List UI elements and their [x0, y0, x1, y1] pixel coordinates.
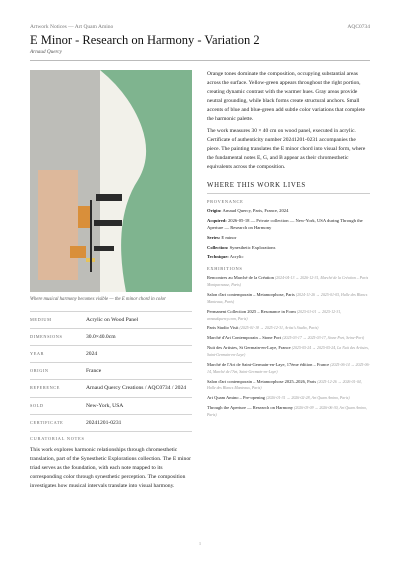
exhibition-name: Permanent Collection 2025 – Resonance in Form: [207, 308, 296, 314]
detail-value: France: [86, 368, 102, 375]
provenance-value: 2026-05-18 — Private collection — New-York, USA during Through the Aperture — Research on Harmony: [207, 217, 363, 230]
exhibition-item: [207, 362, 370, 376]
curatorial-heading: CURATORIAL NOTES: [30, 436, 85, 441]
exhibition-detail: (2026-01-31 → 2026-02-28, Art Quam Amino, Paris): [266, 396, 350, 401]
description-paragraph-1: Orange tones dominate the composition, occupying substantial areas across the surface. Yellow-green appears throughout the right portion, creating dynamic contrast with the warmer hues. Gray areas provide neutral grounding, while black forms create structural anchors. Small accents of blue and blue-green add subtle color variations that complete the harmonic palette.: [207, 71, 365, 122]
detail-value: Arnaud Quercy Creations / AQC0734 / 2024: [86, 385, 187, 392]
black-bar-low: [94, 246, 114, 251]
detail-label: YEAR: [30, 351, 45, 357]
provenance-value: E minor: [221, 234, 237, 240]
artwork-image: [30, 70, 192, 292]
detail-value: 2024: [86, 351, 98, 358]
detail-value: 20241201-0231: [86, 419, 122, 426]
header-source: Artwork Notices — Art Quam Amino: [30, 24, 114, 30]
provenance-collection: [207, 245, 370, 252]
header-bar: [30, 24, 370, 30]
detail-label: CERTIFICATE: [30, 419, 64, 425]
exhibitions-heading: EXHIBITIONS: [207, 266, 243, 272]
description-column: [207, 70, 370, 422]
description-paragraph-2: The work measures 30 × 40 cm on wood panel, executed in acrylic. Certificate of authenticity number 20241201-0231 accompanies the piece. The painting translates the E minor chord into visual form, where the fundamental notes E, G, and B appear as their chromesthetic equivalents across the composition.: [207, 128, 366, 171]
provenance-origin: [207, 208, 370, 215]
exhibition-item: [207, 335, 370, 342]
artwork-painting: [30, 70, 192, 292]
detail-row-certificate: [30, 414, 192, 432]
page-number: 1: [198, 541, 202, 546]
exhibition-name: Marché d'Art Contemporain – Stone Port: [207, 335, 282, 341]
detail-row-origin: [30, 362, 192, 379]
where-lives-heading: WHERE THIS WORK LIVES: [207, 182, 370, 194]
exhibition-item: [207, 325, 370, 332]
provenance-label: Collection:: [207, 244, 229, 250]
provenance-label: Acquired:: [207, 217, 227, 223]
exhibition-detail: (2025-01-18 → 2025-12-31, Artist's Studio, Paris): [239, 326, 319, 331]
exhibition-detail: (2026-03-09 → 2026-06-30, Art Quam Amino, Paris): [207, 406, 367, 418]
detail-label: MEDIUM: [30, 317, 52, 322]
exhibition-name: Art Quam Amino – Pre-opening: [207, 395, 265, 401]
exhibition-item: [207, 292, 370, 306]
detail-label: REFERENCE: [30, 385, 60, 391]
exhibition-detail: (2025-01-01 → 2025-12-31, arnaudquercy.com, Paris): [207, 309, 342, 321]
detail-row-year: [30, 345, 192, 362]
provenance-heading: PROVENANCE: [207, 198, 244, 204]
exhibition-name: Paris Studio Visit: [207, 325, 239, 331]
exhibitions-list: [207, 275, 370, 419]
curatorial-text: This work explores harmonic relationships through chromesthetic translation, part of the Synesthetic Explorations collection. The E minor triad serves as the foundation, with each note mapped to its corresponding color through synesthetic perception. The composition investigates how musical intervals translate into visual harmony.: [30, 447, 191, 490]
provenance-value: Synesthetic Explorations: [229, 244, 276, 250]
provenance-label: Series:: [207, 234, 221, 240]
divider: [30, 60, 370, 61]
provenance-acquired: [207, 218, 370, 232]
exhibition-name: Salon d'art contemporain – Metamorphose, Paris: [207, 292, 295, 298]
page-title: E Minor - Research on Harmony - Variation 2: [30, 33, 260, 47]
exhibition-name: Salon d'art contemporain – Metamorphose 2025–2026, Paris: [207, 378, 317, 384]
provenance-series: [207, 235, 370, 242]
exhibition-item: [207, 405, 370, 419]
detail-row-sold: [30, 397, 192, 414]
provenance-label: Technique:: [207, 254, 229, 260]
orange-block-upper: [78, 206, 90, 228]
detail-row-reference: [30, 379, 192, 396]
provenance-technique: [207, 254, 370, 261]
exhibition-detail: (2024-04-13 → 2026-12-31, Marché de la Création – Paris Montparnasse, Paris): [207, 276, 369, 288]
exhibition-item: [207, 379, 370, 393]
detail-value: New-York, USA: [86, 402, 124, 409]
exhibition-detail: (2024-11-26 → 2025-01-05, Halle des Blancs Manteaux, Paris): [207, 293, 368, 304]
black-bar-mid: [94, 220, 122, 226]
peach-field: [38, 170, 78, 280]
exhibition-item: [207, 345, 370, 359]
header-reference: AQC0734: [347, 24, 370, 30]
provenance-value: Arnaud Quercy, Paris, France, 2024: [222, 207, 289, 213]
black-stem: [90, 200, 92, 272]
artist-name: Arnaud Quercy: [30, 49, 62, 55]
detail-label: SOLD: [30, 402, 44, 408]
exhibition-detail: (2025-05-24 → 2025-05-24, La Nuit des Artistes, Saint-Germain-en-Laye): [207, 346, 369, 358]
exhibition-detail: (2025-12-26 → 2026-01-04, Halle des Blancs Manteaux, Paris): [207, 379, 362, 391]
exhibition-name: Nuit des Artistes, St Germain-en-Laye, France: [207, 345, 291, 351]
detail-row-dimensions: [30, 328, 192, 345]
black-bar-top: [96, 194, 122, 201]
detail-label: ORIGIN: [30, 368, 49, 374]
exhibition-item: [207, 395, 370, 402]
details-table: [30, 311, 192, 432]
detail-label: DIMENSIONS: [30, 334, 63, 340]
exhibition-name: Rencontres au Marché de la Création: [207, 275, 274, 281]
exhibition-name: Marché de l'Art de Saint-Germain-en-Laye, 17ème édition – France: [207, 361, 330, 367]
exhibition-detail: (2025-03-17 → 2025-03-17, Stone Port, Seine-Port): [282, 336, 365, 341]
exhibition-detail: (2025-06-14 → 2025-06-14, Marché de l'Art, Saint-Germain-en-Laye): [207, 362, 370, 374]
orange-block-lower: [70, 246, 86, 258]
provenance-value: Acrylic: [229, 254, 244, 260]
exhibition-name: Through the Aperture — Research on Harmony: [207, 405, 293, 411]
image-caption: Where musical harmony becomes visible — the E minor chord in color: [30, 297, 166, 302]
detail-value: 30.0×40.0cm: [86, 334, 116, 341]
exhibition-item: [207, 275, 370, 289]
detail-value: Acrylic on Wood Panel: [86, 317, 139, 323]
exhibition-item: [207, 309, 370, 323]
detail-row-medium: [30, 311, 192, 328]
provenance-label: Origin:: [207, 207, 222, 213]
